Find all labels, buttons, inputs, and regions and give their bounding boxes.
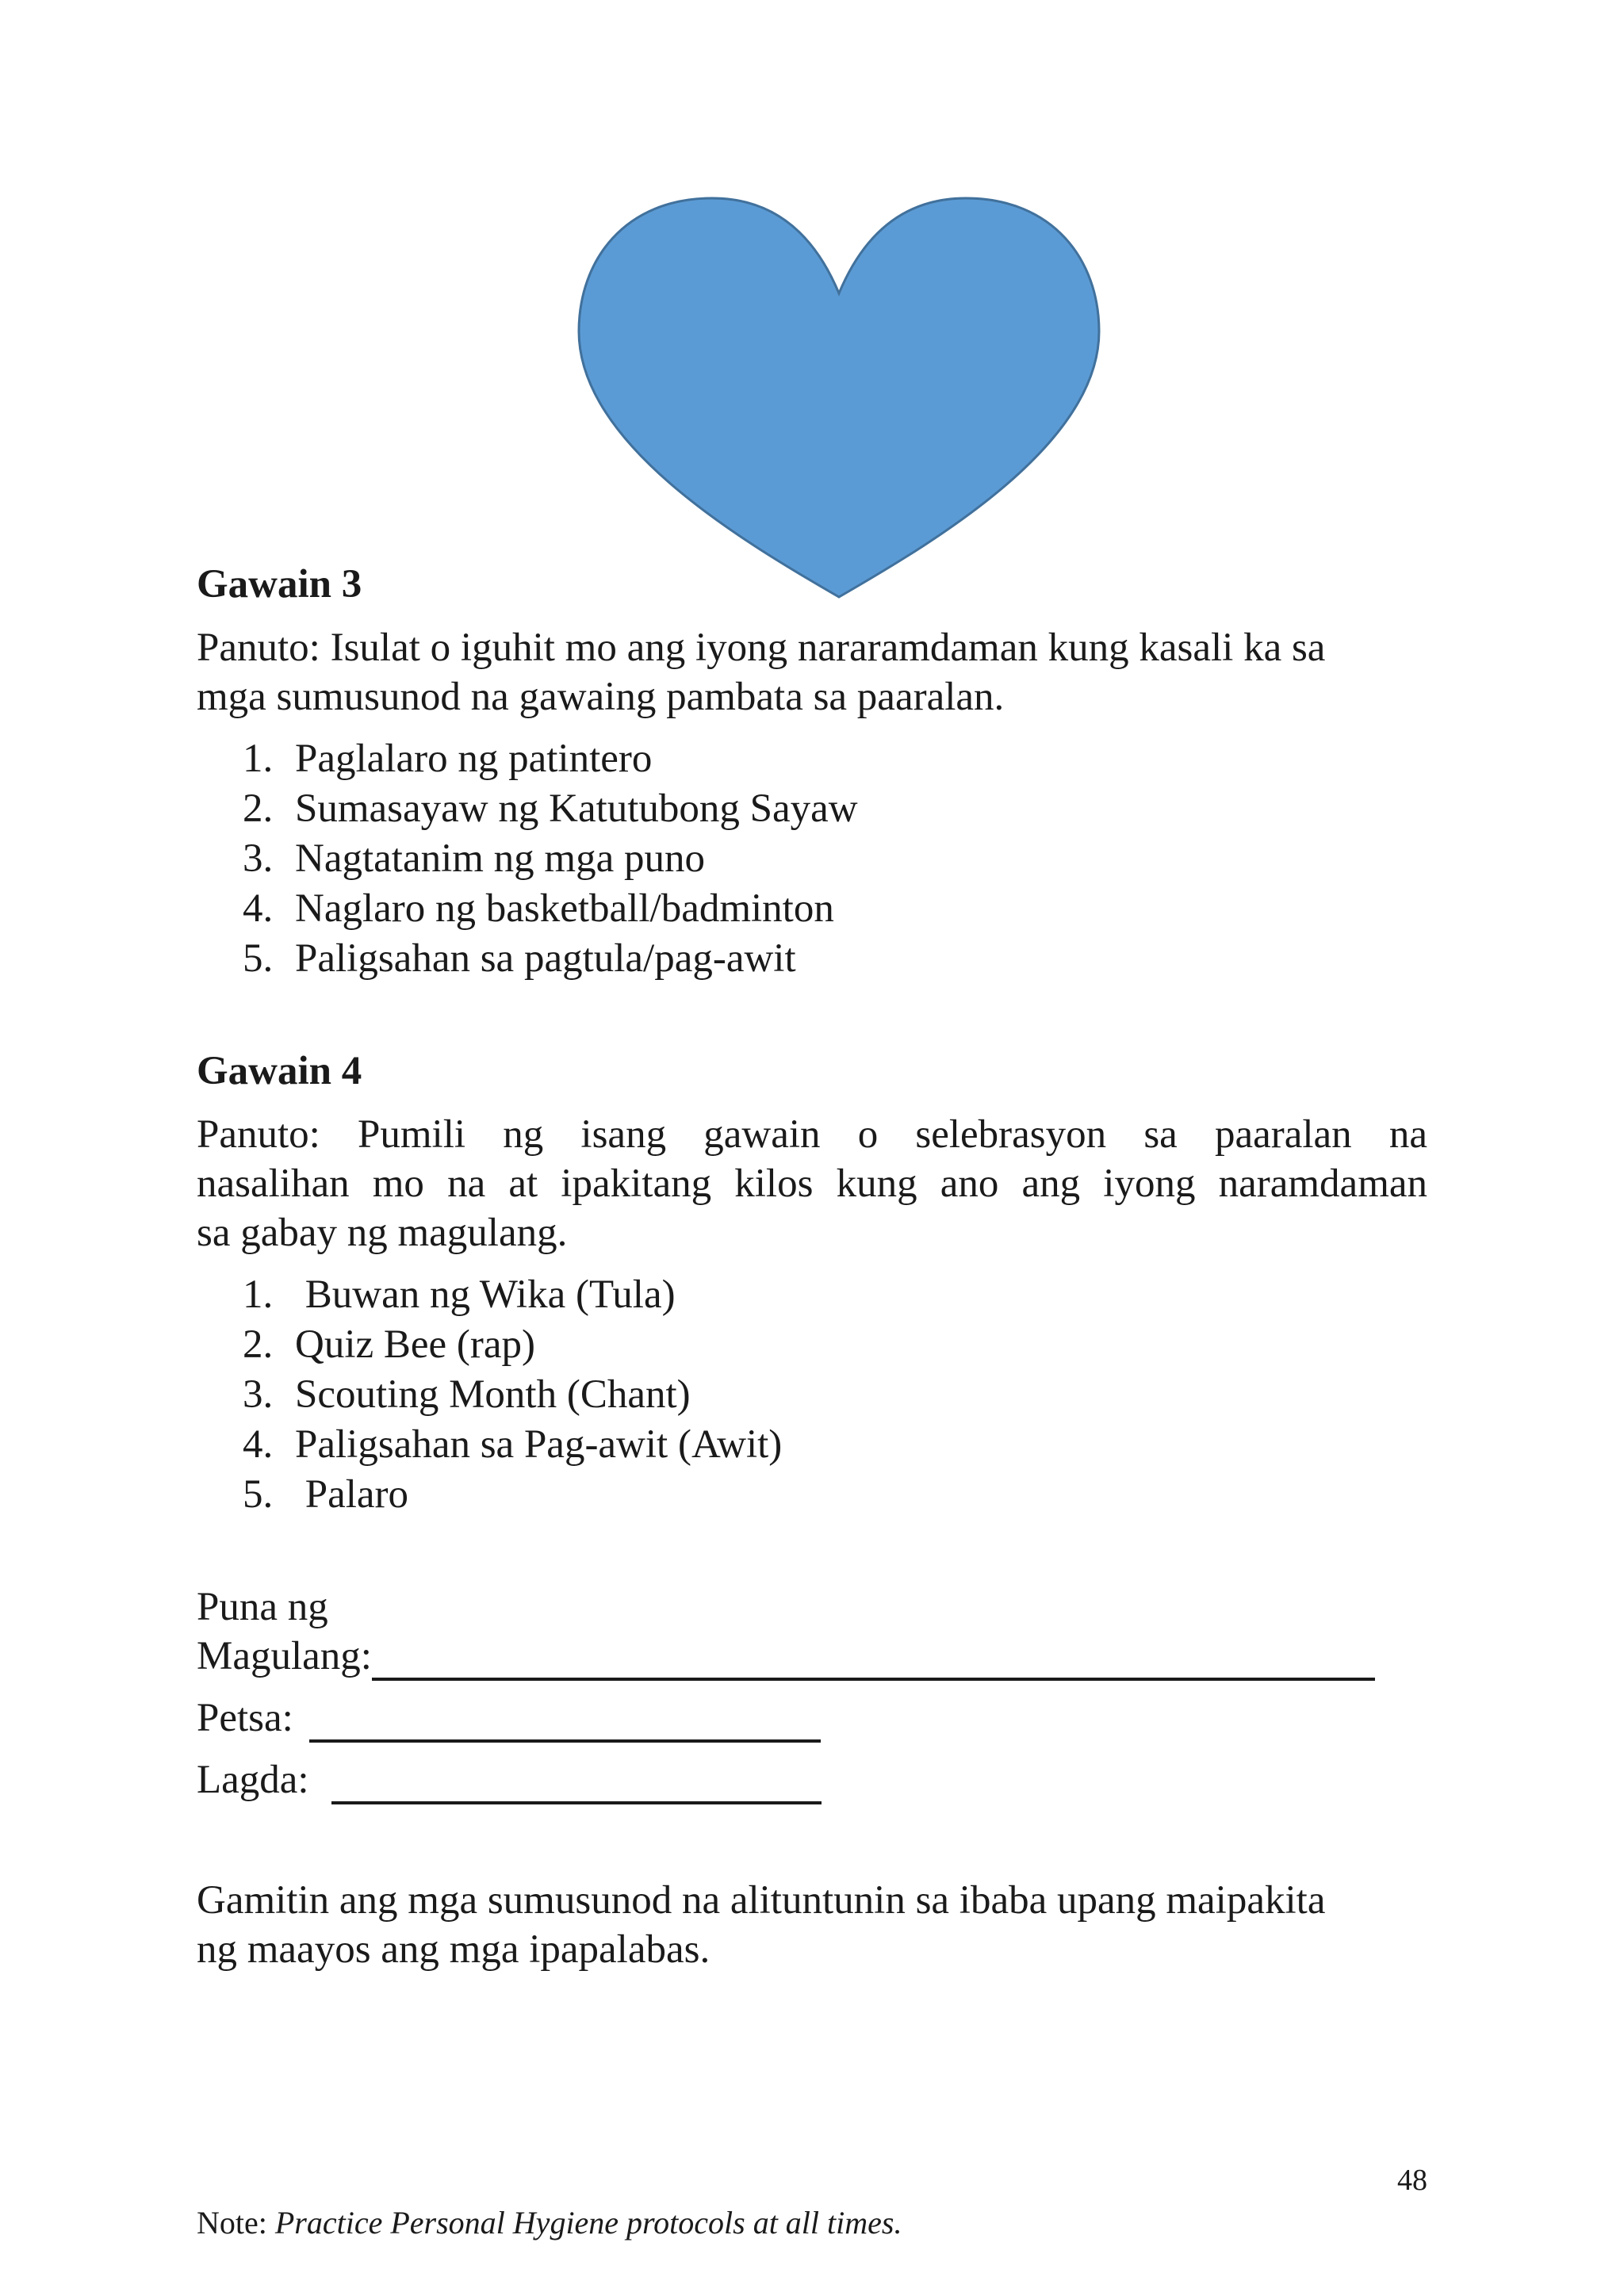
list-item-text: Paglalaro ng patintero [295,736,653,781]
list-item-text: Sumasayaw ng Katutubong Sayaw [295,786,858,831]
magulang-label: Magulang: [197,1634,372,1678]
lagda-blank-line[interactable] [331,1765,822,1804]
note-text: Practice Personal Hygiene protocols at all times. [274,2205,902,2241]
list-item-number: 4. [243,886,274,931]
list-item-text: Paligsahan sa Pag-awit (Awit) [295,1422,783,1467]
list-item-text: Quiz Bee (rap) [295,1322,536,1367]
list-item [243,933,858,983]
instruction-line: Panuto: Pumili ng isang gawain o selebrasyon sa paaralan na [197,1112,1427,1157]
list-item-text: Scouting Month (Chant) [295,1372,691,1417]
list-item [243,1319,782,1369]
list-item-text: Buwan ng Wika (Tula) [295,1272,676,1317]
petsa-label: Petsa: [197,1696,293,1740]
list-item-number: 2. [243,1322,274,1367]
instruction-line: sa gabay ng magulang. [197,1211,568,1255]
list-item-number: 5. [243,936,274,981]
list-item-number: 4. [243,1422,274,1467]
closing-line: Gamitin ang mga sumusunod na alituntunin sa ibaba upang maipakita [197,1878,1326,1923]
list-item [243,783,858,833]
note-label: Note: [197,2205,267,2241]
list-item-number: 5. [243,1471,274,1517]
instruction-line: Panuto: Isulat o iguhit mo ang iyong nararamdaman kung kasali ka sa [197,626,1326,670]
gawain-3-instructions [197,623,1325,721]
page-number: 48 [1397,2164,1427,2197]
list-item-number: 3. [243,836,274,881]
lagda-field [197,1755,822,1804]
list-item-number: 1. [243,736,274,781]
list-item-number: 1. [243,1272,274,1317]
gawain-4-heading: Gawain 4 [197,1049,362,1093]
closing-paragraph [197,1876,1325,1974]
list-item [243,733,858,783]
petsa-blank-line[interactable] [309,1703,821,1743]
list-item [243,1469,782,1519]
gawain-3-heading: Gawain 3 [197,562,362,607]
list-item-text: Paligsahan sa pagtula/pag-awit [295,936,796,981]
puna-label: Puna ng [197,1585,328,1629]
footer-note [197,2204,902,2241]
gawain-4-instructions [197,1110,1427,1257]
magulang-field [197,1632,1375,1681]
list-item-text: Nagtatanim ng mga puno [295,836,705,881]
list-item [243,833,858,883]
instruction-line: nasalihan mo na at ipakitang kilos kung ano ang iyong naramdaman [197,1161,1427,1206]
list-item [243,1419,782,1469]
heart-shape [577,197,1101,601]
list-item [243,1269,782,1319]
instruction-line: mga sumusunod na gawaing pambata sa paaralan. [197,675,1005,719]
list-item [243,883,858,933]
petsa-field [197,1693,821,1743]
list-item [243,1369,782,1419]
list-item-number: 3. [243,1372,274,1417]
list-item-number: 2. [243,786,274,831]
closing-line: ng maayos ang mga ipapalabas. [197,1927,710,1972]
list-item-text: Palaro [295,1471,409,1517]
gawain-3-list [243,733,858,983]
list-item-text: Naglaro ng basketball/badminton [295,886,834,931]
gawain-4-list [243,1269,782,1519]
magulang-blank-line[interactable] [372,1641,1375,1681]
lagda-label: Lagda: [197,1758,309,1802]
